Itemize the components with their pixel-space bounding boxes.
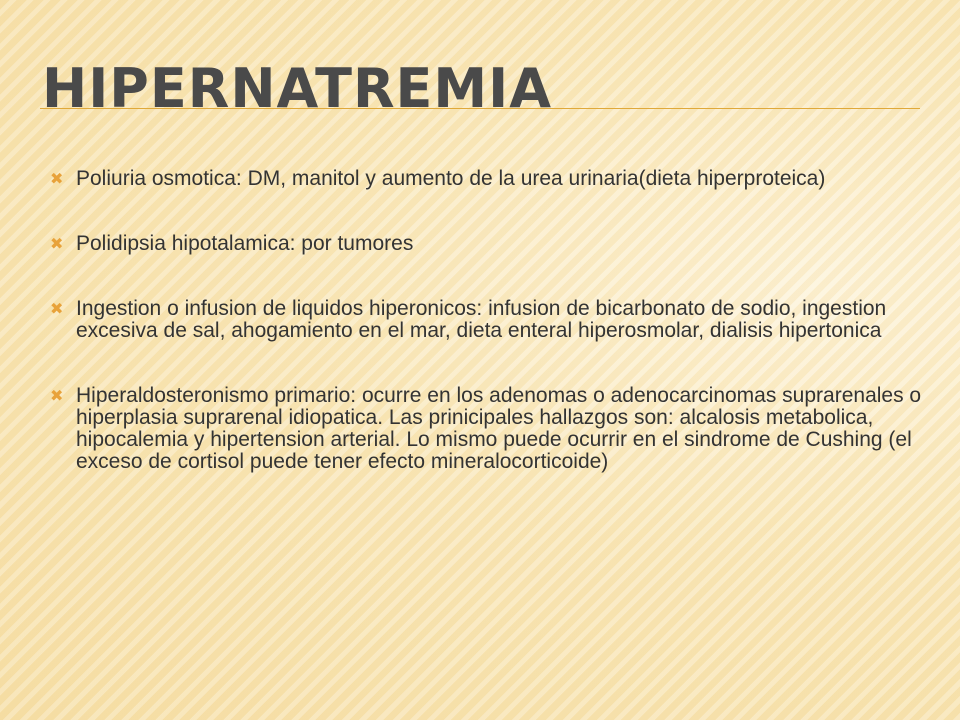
bullet-text: Hiperaldosteronismo primario: ocurre en los adenomas o adenocarcinomas suprarenales o hiperplasia suprarenal idiopatica. Las prinicipales hallazgos son: alcalosis metabolica, hipocalemia y hipertension arterial. Lo mismo puede ocurrir en el sindrome de Cushing (el exceso de cortisol puede tener efecto mineralocorticoide) xyxy=(76,384,922,473)
bullet-text: Ingestion o infusion de liquidos hiperonicos: infusion de bicarbonato de sodio, ingestion excesiva de sal, ahogamiento en el mar, dieta enteral hiperosmolar, dialisis hipertonica xyxy=(76,297,887,342)
bullet-item xyxy=(50,298,940,342)
bullet-text: Poliuria osmotica: DM, manitol y aumento de la urea urinaria(dieta hiperproteica) xyxy=(76,167,826,190)
x-mark-icon: ✖ xyxy=(50,171,64,188)
x-mark-icon: ✖ xyxy=(50,388,64,405)
bullet-text: Polidipsia hipotalamica: por tumores xyxy=(76,232,414,255)
x-mark-icon: ✖ xyxy=(50,236,64,253)
bullet-list xyxy=(50,168,940,516)
title-underline xyxy=(40,108,920,109)
x-mark-icon: ✖ xyxy=(50,301,64,318)
bullet-item xyxy=(50,233,940,255)
bullet-item xyxy=(50,168,940,190)
bullet-item xyxy=(50,385,940,473)
slide-title: HIPERNATREMIA xyxy=(42,57,553,120)
